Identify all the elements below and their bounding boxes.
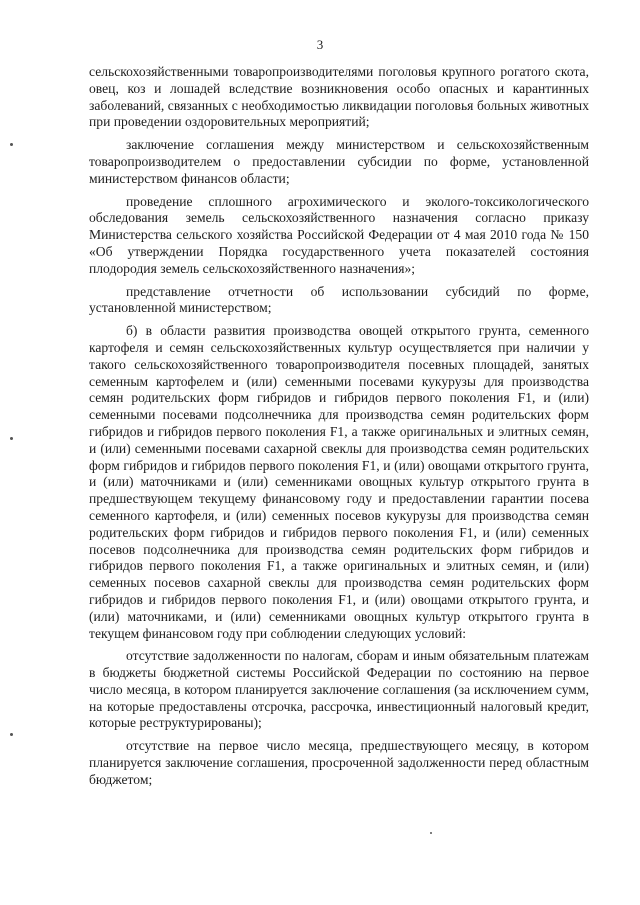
paragraph-item-b: б) в области развития производства овощей открытого грунта, семенного картофеля и семян сельскохозяйственных культур осуществляется при наличии у такого сельскохозяйственного товаропроизводителя посевных площадей, занятых семенным картофелем и (или) семенными посевами кукурузы для производства семян родительских форм гибридов и гибридов первого поколения F1, и (или) семенными посевами подсолнечника для производства семян родительских форм гибридов и гибридов первого поколения F1, а также оригинальных и элитных семян, и (или) семенными посевами сахарной свеклы для производства семян родительских форм гибридов и гибридов первого поколения F1, и (или) овощами открытого грунта, и (или) маточниками и (или) семенниками овощных культур открытого грунта в предшествующем текущему финансовому году и предоставлении гарантии посева семенного картофеля, и (или) семенных посевов кукурузы для производства семян родительских форм гибридов и гибридов первого поколения F1, и (или) семенных посевов подсолнечника для производства семян родительских форм гибридов и гибридов первого поколения F1, а также оригинальных и элитных семян, и (или) семенных посевов сахарной свеклы для производства семян родительских форм гибридов и гибридов первого поколения F1, и (или) овощами открытого грунта, и (или) маточниками, и (или) семенниками овощных культур открытого грунта в текущем финансовом году при соблюдении следующих условий: [89, 323, 589, 641]
scan-speck [10, 143, 13, 146]
paragraph-agreement: заключение соглашения между министерством и сельскохозяйственным товаропроизводителем о предоставлении субсидии по форме, установленной министерством финансов области; [89, 137, 589, 186]
paragraph-soil-survey: проведение сплошного агрохимического и эколого-токсикологического обследования земель сельскохозяйственного назначения согласно приказу Министерства сельского хозяйства Российской Федерации от 4 мая 2010 года № 150 «Об утверждении Порядка государственного учета показателей состояния плодородия земель сельскохозяйственного назначения»; [89, 193, 589, 276]
paragraph-no-overdue-debt: отсутствие на первое число месяца, предшествующего месяцу, в котором планируется заключение соглашения, просроченной задолженности перед областным бюджетом; [89, 738, 589, 787]
paragraph-continuation: сельскохозяйственными товаропроизводителями поголовья крупного рогатого скота, овец, коз и лошадей вследствие возникновения особо опасных и карантинных заболеваний, связанных с необходимостью ликвидации поголовья больных животных при проведении оздоровительных мероприятий; [89, 64, 589, 130]
paragraph-reporting: представление отчетности об использовании субсидий по форме, установленной министерством; [89, 283, 589, 316]
scan-speck [10, 437, 13, 440]
scan-speck [430, 832, 432, 834]
document-body [89, 64, 589, 795]
paragraph-no-tax-debt: отсутствие задолженности по налогам, сборам и иным обязательным платежам в бюджеты бюджетной системы Российской Федерации по состоянию на первое число месяца, в котором планируется заключение соглашения (за исключением сумм, на которые предоставлены отсрочка, рассрочка, инвестиционный налоговый кредит, которые реструктурированы); [89, 648, 589, 731]
scan-speck [10, 733, 13, 736]
page-number: 3 [316, 37, 324, 52]
